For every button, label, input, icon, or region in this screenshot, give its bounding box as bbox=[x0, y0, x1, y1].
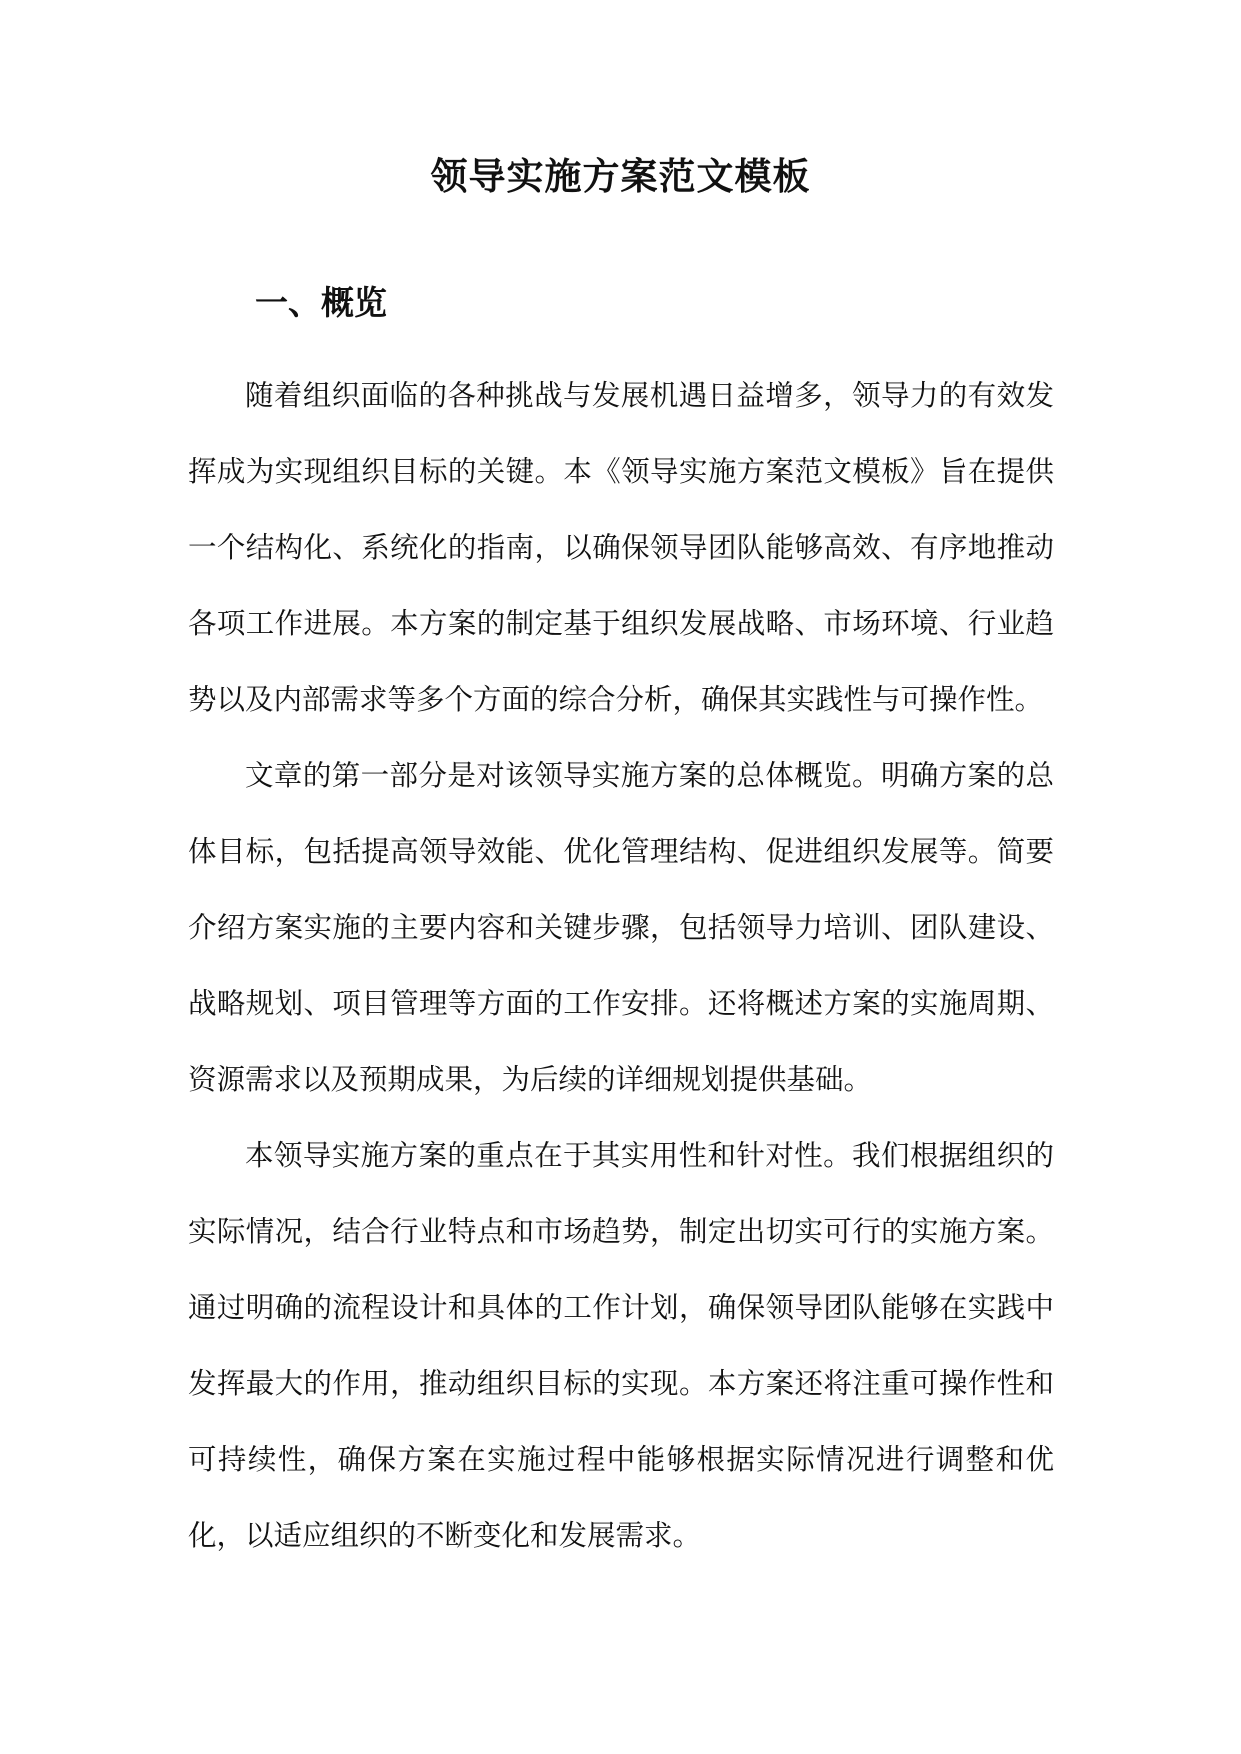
section-heading-overview: 一、概览 bbox=[255, 283, 387, 322]
paragraph-1: 随着组织面临的各种挑战与发展机遇日益增多，领导力的有效发挥成为实现组织目标的关键。本《领导实施方案范文模板》旨在提供一个结构化、系统化的指南，以确保领导团队能够高效、有序地推动各项工作进展。本方案的制定基于组织发展战略、市场环境、行业趋势以及内部需求等多个方面的综合分析，确保其实践性与可操作性。 bbox=[188, 379, 1054, 716]
paragraph-2: 文章的第一部分是对该领导实施方案的总体概览。明确方案的总体目标，包括提高领导效能、优化管理结构、促进组织发展等。简要介绍方案实施的主要内容和关键步骤，包括领导力培训、团队建设、战略规划、项目管理等方面的工作安排。还将概述方案的实施周期、资源需求以及预期成果，为后续的详细规划提供基础。 bbox=[188, 759, 1054, 1096]
document-title: 领导实施方案范文模板 bbox=[430, 154, 811, 198]
paragraph-3: 本领导实施方案的重点在于其实用性和针对性。我们根据组织的实际情况，结合行业特点和市场趋势，制定出切实可行的实施方案。通过明确的流程设计和具体的工作计划，确保领导团队能够在实践中发挥最大的作用，推动组织目标的实现。本方案还将注重可操作性和可持续性，确保方案在实施过程中能够根据实际情况进行调整和优化，以适应组织的不断变化和发展需求。 bbox=[188, 1139, 1054, 1552]
